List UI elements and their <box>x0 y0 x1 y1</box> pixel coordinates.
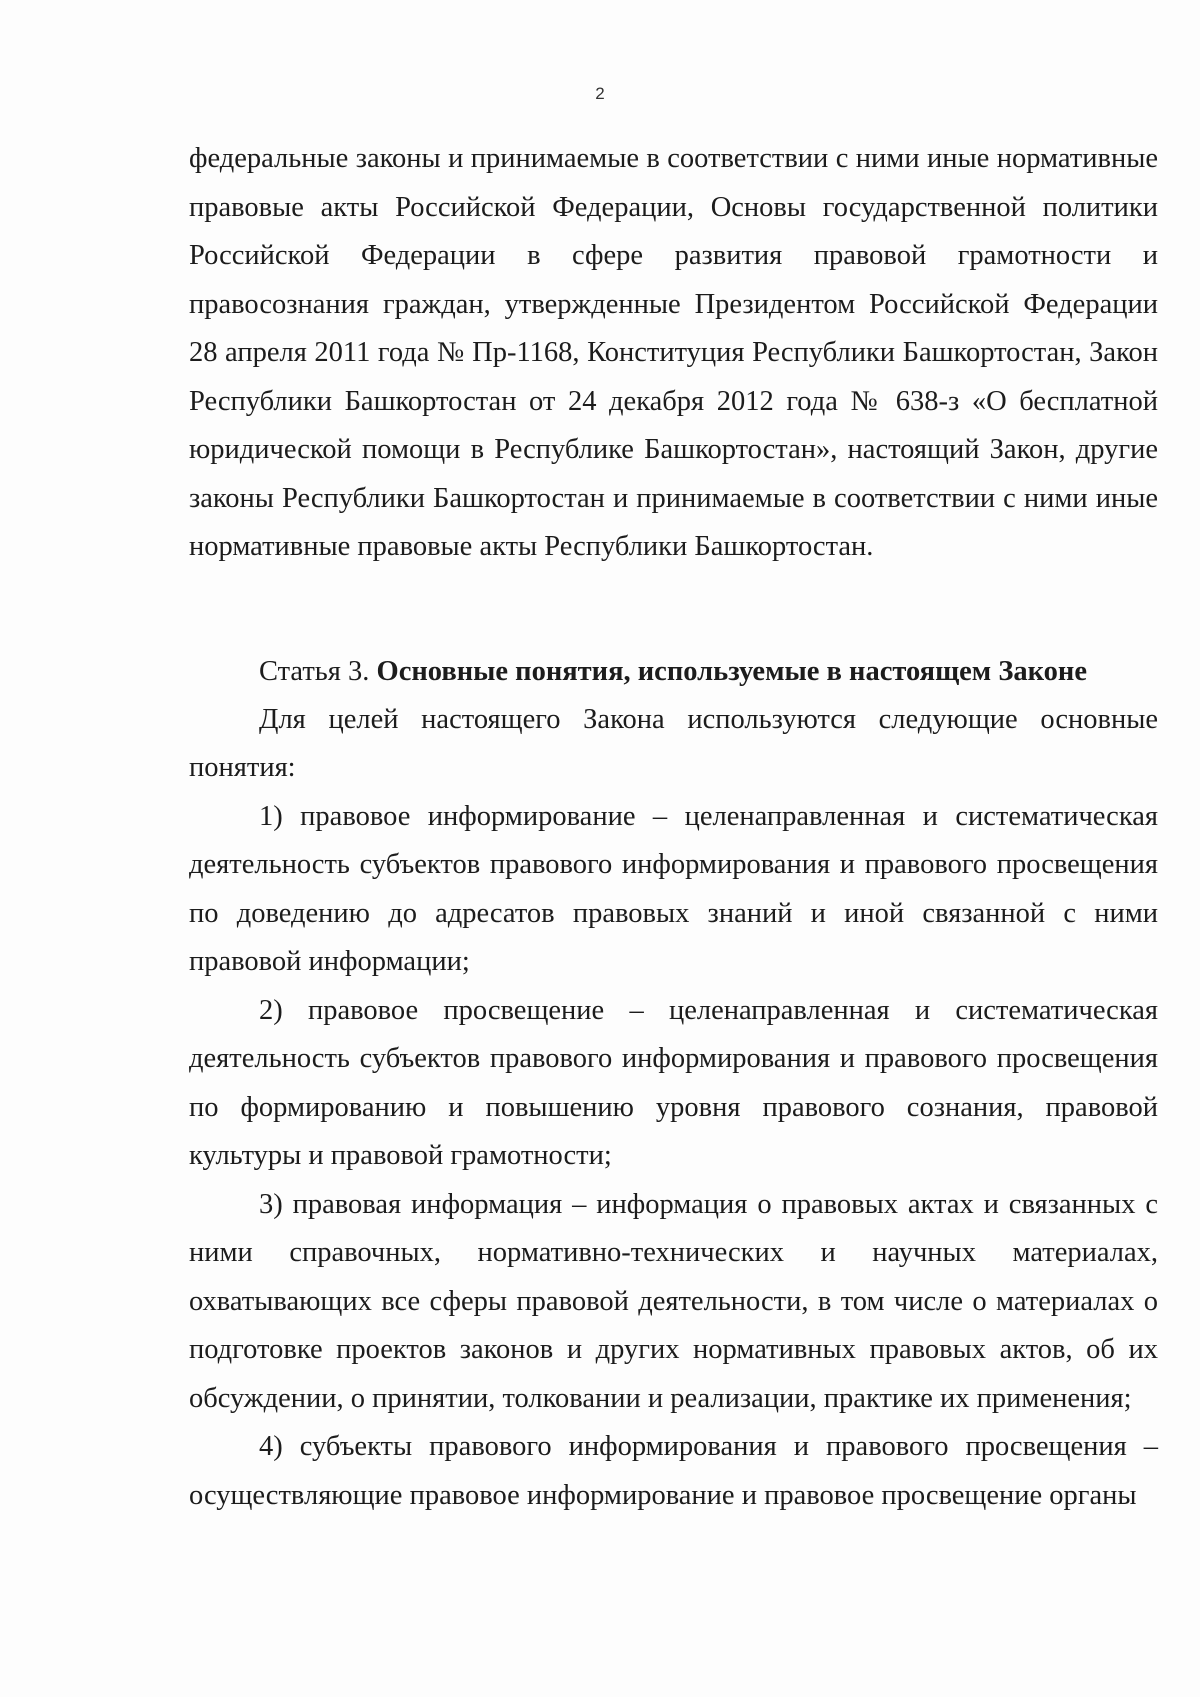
page-number: 2 <box>595 84 605 103</box>
document-body <box>189 135 1158 1520</box>
definition-3: 3) правовая информация – информация о правовых актах и связанных с ними справочных, нормативно-технических и научных материалах, охватывающих все сферы правовой деятельности, в том числе о материалах о подготовке проектов законов и других нормативных правовых актов, об их обсуждении, о принятии, толковании и реализации, практике их применения; <box>189 1188 1158 1414</box>
intro-paragraph: федеральные законы и принимаемые в соответствии с ними иные нормативные правовые акты Российской Федерации, Основы государственной политики Российской Федерации в сфере развития правовой грамотности и правосознания граждан, утвержденные Президентом Российской Федерации 28 апреля 2011 года № Пр-1168, Конституция Республики Башкортостан, Закон Республики Башкортостан от 24 декабря 2012 года № 638-з «О бесплатной юридической помощи в Республике Башкортостан», настоящий Закон, другие законы Республики Башкортостан и принимаемые в соответствии с ними иные нормативные правовые акты Республики Башкортостан. <box>189 143 1158 562</box>
article-label: Статья 3. <box>259 655 377 687</box>
article-heading <box>189 648 1158 696</box>
lead-paragraph: Для целей настоящего Закона используются следующие основные понятия: <box>189 703 1158 783</box>
definition-4: 4) субъекты правового информирования и правового просвещения – осуществляющие правовое информирование и правовое просвещение органы <box>189 1431 1158 1511</box>
definition-2: 2) правовое просвещение – целенаправленная и систематическая деятельность субъектов правового информирования и правового просвещения по формированию и повышению уровня правового сознания, правовой культуры и правовой грамотности; <box>189 994 1158 1171</box>
article-title: Основные понятия, используемые в настоящем Законе <box>376 655 1088 687</box>
definition-1: 1) правовое информирование – целенаправленная и систематическая деятельность субъектов правового информирования и правового просвещения по доведению до адресатов правовых знаний и иной связанной с ними правовой информации; <box>189 800 1158 977</box>
